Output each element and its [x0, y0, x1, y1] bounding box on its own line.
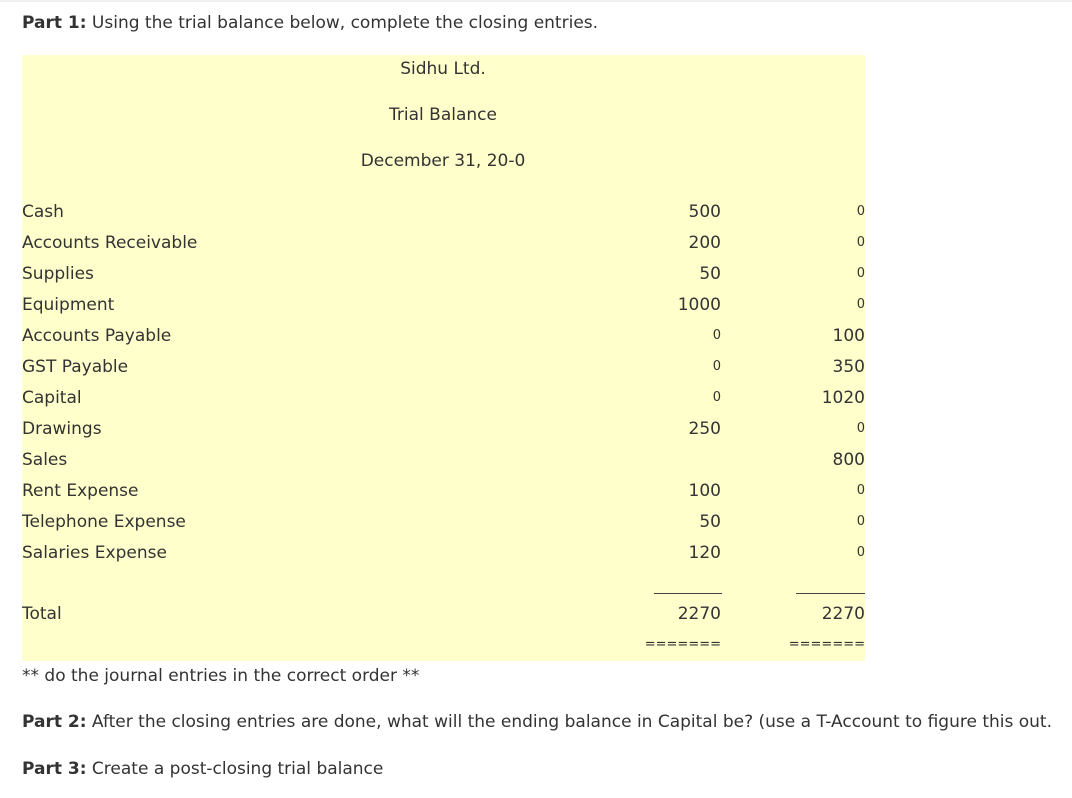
total-label: Total: [22, 604, 62, 624]
account-row: [22, 510, 865, 534]
debit-amount: 0: [712, 359, 721, 374]
statement-date: December 31, 20-0: [360, 151, 526, 171]
account-name: Salaries Expense: [22, 543, 167, 563]
account-name: Accounts Payable: [22, 326, 172, 346]
debit-amount: 50: [699, 512, 721, 532]
debit-amount: 200: [688, 233, 721, 253]
debit-amount: 100: [688, 481, 721, 501]
statement-title: Trial Balance: [389, 105, 497, 125]
account-name: Drawings: [22, 419, 102, 439]
account-name: Equipment: [22, 295, 115, 315]
account-name: Cash: [22, 202, 64, 222]
account-row: [22, 262, 865, 286]
credit-amount: 1020: [821, 388, 865, 408]
account-name: GST Payable: [22, 357, 129, 377]
account-row: [22, 231, 865, 255]
account-row: [22, 324, 865, 348]
total-debit: 2270: [677, 604, 721, 624]
credit-amount: 0: [856, 421, 865, 436]
total-credit: 2270: [821, 604, 865, 624]
credit-amount: 0: [856, 266, 865, 281]
credit-amount: 0: [856, 483, 865, 498]
order-note: ** do the journal entries in the correct order **: [22, 666, 420, 686]
credit-amount: 350: [832, 357, 865, 377]
debit-amount: 1000: [677, 295, 721, 315]
part1-text: Using the trial balance below, complete the closing entries.: [86, 13, 599, 33]
account-row: [22, 386, 865, 410]
account-name: Supplies: [22, 264, 94, 284]
account-name: Capital: [22, 388, 82, 408]
debit-subtotal-rule: [654, 593, 722, 594]
company-name: Sidhu Ltd.: [400, 59, 486, 79]
part2-text: After the closing entries are done, what will the ending balance in Capital be? (use a T-Account to figure this out.: [86, 712, 1052, 732]
account-name: Accounts Receivable: [22, 233, 198, 253]
account-row: [22, 355, 865, 379]
account-row: [22, 293, 865, 317]
credit-amount: 0: [856, 545, 865, 560]
total-row: [22, 602, 865, 626]
part3-instruction: [22, 758, 383, 780]
part1-instruction: [22, 12, 598, 34]
debit-amount: 0: [712, 390, 721, 405]
debit-amount: 50: [699, 264, 721, 284]
credit-amount: 0: [856, 514, 865, 529]
part2-label: Part 2:: [22, 712, 87, 732]
part2-instruction: [22, 711, 1052, 733]
debit-amount: 120: [688, 543, 721, 563]
credit-amount: 0: [856, 235, 865, 250]
account-name: Telephone Expense: [22, 512, 186, 532]
part3-label: Part 3:: [22, 759, 87, 779]
debit-amount: 0: [712, 328, 721, 343]
credit-amount: 0: [856, 297, 865, 312]
account-row: [22, 448, 865, 472]
debit-double-rule: =======: [644, 637, 721, 652]
trial-balance-table: [22, 55, 865, 661]
account-row: [22, 200, 865, 224]
top-divider: [0, 0, 1072, 2]
debit-amount: 250: [688, 419, 721, 439]
part1-label: Part 1:: [22, 13, 87, 33]
credit-double-rule: =======: [788, 637, 865, 652]
account-row: [22, 479, 865, 503]
part3-text: Create a post-closing trial balance: [86, 759, 384, 779]
credit-amount: 0: [856, 204, 865, 219]
credit-subtotal-rule: [796, 593, 865, 594]
account-name: Rent Expense: [22, 481, 139, 501]
debit-amount: 500: [688, 202, 721, 222]
account-row: [22, 417, 865, 441]
account-name: Sales: [22, 450, 68, 470]
credit-amount: 100: [832, 326, 865, 346]
account-row: [22, 541, 865, 565]
credit-amount: 800: [832, 450, 865, 470]
